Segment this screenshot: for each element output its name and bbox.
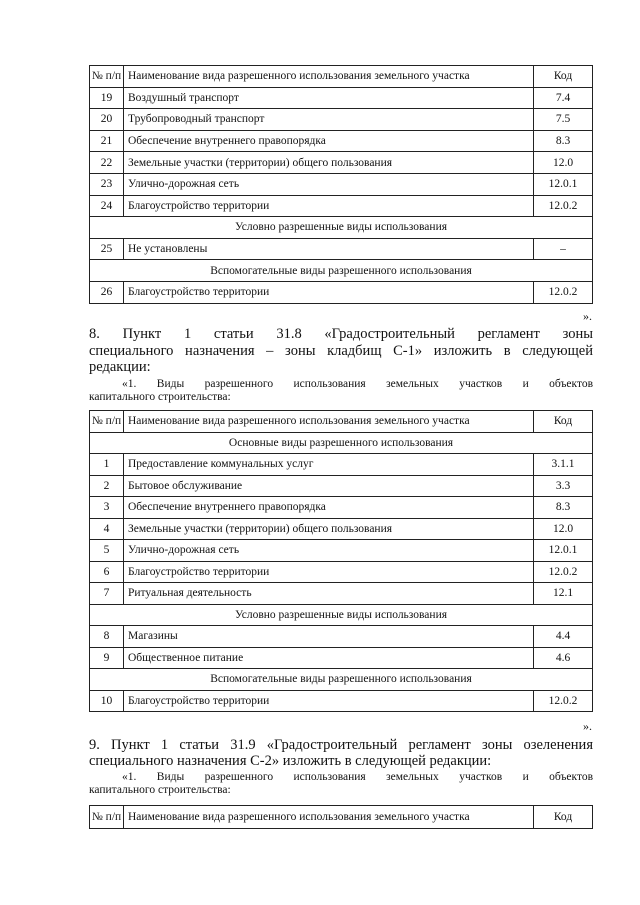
table-header-row bbox=[90, 411, 593, 433]
closing-quote: ». bbox=[583, 309, 592, 323]
row-num: 9 bbox=[90, 647, 124, 669]
row-num: 23 bbox=[90, 173, 124, 195]
row-num: 7 bbox=[90, 583, 124, 605]
table-row bbox=[90, 647, 593, 669]
header-num: № п/п bbox=[90, 806, 124, 829]
row-name: Бытовое обслуживание bbox=[124, 475, 534, 497]
row-code: 8.3 bbox=[534, 497, 593, 519]
table-row bbox=[90, 540, 593, 562]
table-row bbox=[90, 626, 593, 648]
section-row bbox=[90, 217, 593, 239]
row-code: 8.3 bbox=[534, 130, 593, 152]
row-name: Обеспечение внутреннего правопорядка bbox=[124, 497, 534, 519]
section-main-title: Основные виды разрешенного использования bbox=[90, 432, 593, 454]
section-row bbox=[90, 260, 593, 282]
header-num: № п/п bbox=[90, 411, 124, 433]
para8-sub-line2: капитального строительства: bbox=[89, 391, 231, 403]
section-row bbox=[90, 669, 593, 691]
para8-line1: 8. Пункт 1 статьи 31.8 «Градостроительный регламент зоны bbox=[89, 326, 593, 342]
header-name: Наименование вида разрешенного использования земельного участка bbox=[124, 66, 534, 88]
table-row bbox=[90, 109, 593, 131]
section-conditional-title: Условно разрешенные виды использования bbox=[90, 604, 593, 626]
row-name: Общественное питание bbox=[124, 647, 534, 669]
row-num: 10 bbox=[90, 690, 124, 712]
section-row bbox=[90, 432, 593, 454]
row-num: 5 bbox=[90, 540, 124, 562]
row-code: 12.0.1 bbox=[534, 540, 593, 562]
row-code: 12.0.2 bbox=[534, 195, 593, 217]
row-code: 7.5 bbox=[534, 109, 593, 131]
header-name: Наименование вида разрешенного использования земельного участка bbox=[124, 411, 534, 433]
row-num: 6 bbox=[90, 561, 124, 583]
row-name: Улично-дорожная сеть bbox=[124, 540, 534, 562]
para8-line2: специального назначения – зоны кладбищ С-1» изложить в следующей bbox=[89, 343, 593, 359]
para9-sub-line2: капитального строительства: bbox=[89, 784, 231, 796]
row-name: Улично-дорожная сеть bbox=[124, 173, 534, 195]
header-name: Наименование вида разрешенного использования земельного участка bbox=[124, 806, 534, 829]
para9-line1: 9. Пункт 1 статьи 31.9 «Градостроительный регламент зоны озеленения bbox=[89, 737, 593, 753]
para8-line3: редакции: bbox=[89, 359, 151, 375]
row-name: Воздушный транспорт bbox=[124, 87, 534, 109]
para8-sub-line1: «1. Виды разрешенного использования земельных участков и объектов bbox=[122, 378, 593, 390]
table-row bbox=[90, 475, 593, 497]
table-row bbox=[90, 518, 593, 540]
row-num: 2 bbox=[90, 475, 124, 497]
table-header-row bbox=[90, 66, 593, 88]
table-row bbox=[90, 130, 593, 152]
row-num: 20 bbox=[90, 109, 124, 131]
row-name: Благоустройство территории bbox=[124, 561, 534, 583]
row-code: – bbox=[534, 238, 593, 260]
table-row bbox=[90, 238, 593, 260]
row-name: Благоустройство территории bbox=[124, 195, 534, 217]
row-code: 3.1.1 bbox=[534, 454, 593, 476]
row-num: 26 bbox=[90, 281, 124, 303]
para9-line2: специального назначения С-2» изложить в следующей редакции: bbox=[89, 753, 492, 769]
row-name: Трубопроводный транспорт bbox=[124, 109, 534, 131]
row-code: 12.0 bbox=[534, 518, 593, 540]
row-name: Предоставление коммунальных услуг bbox=[124, 454, 534, 476]
para9-sub-line1: «1. Виды разрешенного использования земельных участков и объектов bbox=[122, 771, 593, 783]
table-row bbox=[90, 583, 593, 605]
row-name: Благоустройство территории bbox=[124, 281, 534, 303]
row-num: 3 bbox=[90, 497, 124, 519]
header-num: № п/п bbox=[90, 66, 124, 88]
row-code: 3.3 bbox=[534, 475, 593, 497]
table-row bbox=[90, 561, 593, 583]
row-num: 4 bbox=[90, 518, 124, 540]
row-num: 22 bbox=[90, 152, 124, 174]
row-code: 12.0.1 bbox=[534, 173, 593, 195]
row-num: 19 bbox=[90, 87, 124, 109]
table-zone-c2 bbox=[89, 805, 593, 829]
header-code: Код bbox=[534, 411, 593, 433]
section-conditional-title: Условно разрешенные виды использования bbox=[90, 217, 593, 239]
row-code: 7.4 bbox=[534, 87, 593, 109]
header-code: Код bbox=[534, 806, 593, 829]
table-row bbox=[90, 281, 593, 303]
row-num: 1 bbox=[90, 454, 124, 476]
row-num: 25 bbox=[90, 238, 124, 260]
table-row bbox=[90, 195, 593, 217]
section-auxiliary-title: Вспомогательные виды разрешенного использования bbox=[90, 260, 593, 282]
row-code: 4.6 bbox=[534, 647, 593, 669]
row-name: Благоустройство территории bbox=[124, 690, 534, 712]
row-code: 12.1 bbox=[534, 583, 593, 605]
closing-quote: ». bbox=[583, 719, 592, 733]
row-code: 12.0 bbox=[534, 152, 593, 174]
table-zone-continuation bbox=[89, 65, 593, 304]
row-num: 21 bbox=[90, 130, 124, 152]
table-row bbox=[90, 173, 593, 195]
row-num: 8 bbox=[90, 626, 124, 648]
table-zone-c1 bbox=[89, 410, 593, 712]
row-name: Не установлены bbox=[124, 238, 534, 260]
table-row bbox=[90, 690, 593, 712]
header-code: Код bbox=[534, 66, 593, 88]
row-name: Ритуальная деятельность bbox=[124, 583, 534, 605]
row-name: Земельные участки (территории) общего пользования bbox=[124, 518, 534, 540]
row-code: 12.0.2 bbox=[534, 561, 593, 583]
section-row bbox=[90, 604, 593, 626]
row-code: 4.4 bbox=[534, 626, 593, 648]
table-row bbox=[90, 152, 593, 174]
row-name: Обеспечение внутреннего правопорядка bbox=[124, 130, 534, 152]
row-num: 24 bbox=[90, 195, 124, 217]
table-row bbox=[90, 87, 593, 109]
row-name: Земельные участки (территории) общего пользования bbox=[124, 152, 534, 174]
section-auxiliary-title: Вспомогательные виды разрешенного использования bbox=[90, 669, 593, 691]
table-row bbox=[90, 497, 593, 519]
table-row bbox=[90, 454, 593, 476]
row-code: 12.0.2 bbox=[534, 281, 593, 303]
table-header-row bbox=[90, 806, 593, 829]
row-name: Магазины bbox=[124, 626, 534, 648]
row-code: 12.0.2 bbox=[534, 690, 593, 712]
